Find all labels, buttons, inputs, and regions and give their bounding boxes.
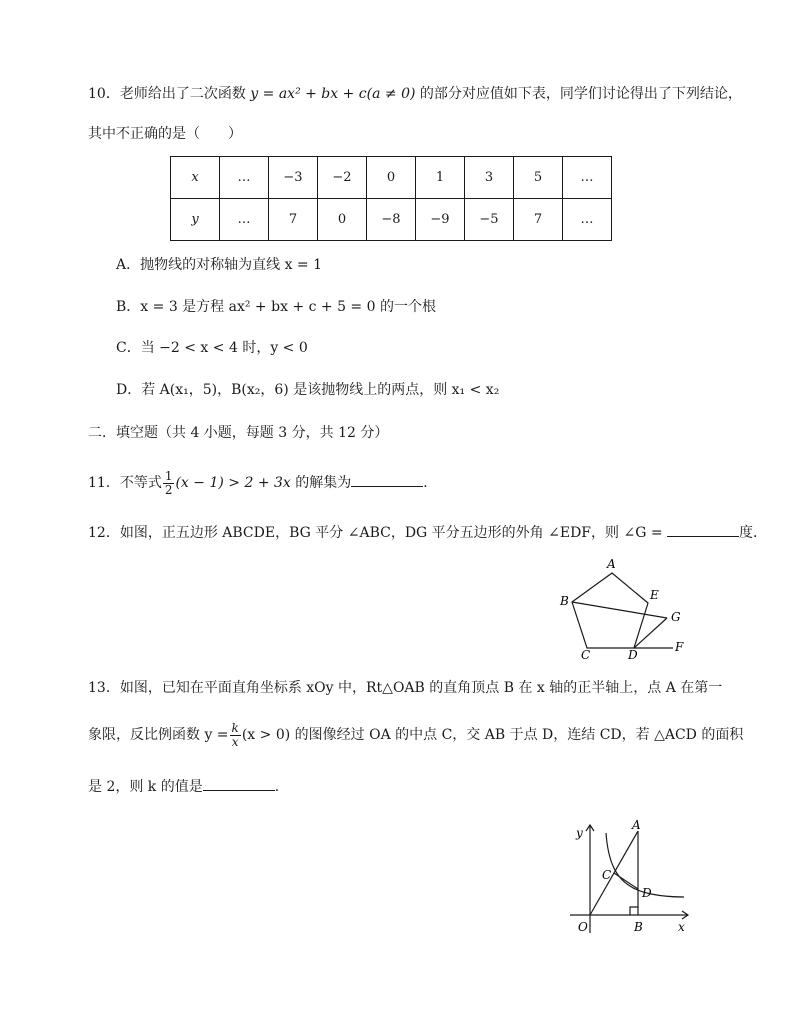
q11-suffix: 的解集为 [295, 475, 352, 491]
q10-number: 10． [88, 86, 120, 102]
option-label: C． [116, 340, 141, 356]
table-cell: … [563, 199, 612, 241]
table-cell: −5 [465, 199, 514, 241]
fraction-numerator: 1 [164, 468, 173, 483]
label-e: E [650, 588, 659, 602]
q13-end: ． [274, 779, 289, 795]
q13-number: 13． [88, 680, 120, 696]
table-cell: … [563, 157, 612, 199]
q10-option-d[interactable] [116, 380, 499, 400]
q13-coordinate-figure [560, 815, 700, 940]
table-cell: 0 [318, 199, 367, 241]
q11-end: ． [423, 475, 438, 491]
q10-option-b[interactable] [116, 297, 436, 317]
label-c: C [602, 868, 612, 882]
table-row [171, 157, 612, 199]
q11-expression: (x − 1) > 2 + 3x [175, 475, 291, 491]
table-cell: y [171, 199, 220, 241]
q13-line2-suffix: (x > 0) 的图像经过 OA 的中点 C，交 AB 于点 D，连结 CD，若 △ACD 的面积 [241, 727, 744, 743]
q11-number: 11． [88, 475, 120, 491]
table-cell: x [171, 157, 220, 199]
section-title: 二．填空题（共 4 小题，每题 3 分，共 12 分） [88, 425, 389, 441]
option-label: A． [116, 257, 141, 273]
q13-answer-blank[interactable] [203, 776, 275, 791]
table-cell: 3 [465, 157, 514, 199]
q10-stem-b: 的部分对应值如下表，同学们讨论得出了下列结论， [419, 86, 742, 102]
label-o: O [578, 920, 588, 934]
q10-stem-a: 老师给出了二次函数 [119, 86, 246, 102]
q12-pentagon-figure [555, 555, 695, 665]
q10-formula: y = ax² + bx + c(a ≠ 0) [250, 86, 416, 102]
table-cell: −2 [318, 157, 367, 199]
q11-answer-blank[interactable] [351, 472, 423, 487]
label-b: B [560, 594, 569, 608]
q13-text-line1: 如图，已知在平面直角坐标系 xOy 中，Rt△OAB 的直角顶点 B 在 x 轴的正半轴上，点 A 在第一 [119, 680, 723, 696]
fraction-denominator: 2 [164, 482, 173, 497]
label-a: A [632, 818, 641, 832]
option-label: B． [116, 299, 141, 315]
q12-stem [88, 522, 767, 543]
right-angle-mark [630, 907, 638, 915]
label-d: D [628, 648, 638, 662]
table-cell: … [220, 199, 269, 241]
q12-number: 12． [88, 525, 120, 541]
q10-value-table [170, 156, 612, 241]
label-b: B [634, 920, 643, 934]
option-text: x = 3 是方程 ax² + bx + c + 5 = 0 的一个根 [140, 299, 436, 315]
q13-line2-prefix: 象限，反比例函数 y = [88, 727, 229, 743]
table-cell: 5 [514, 157, 563, 199]
q13-line3 [88, 776, 289, 797]
q12-answer-blank[interactable] [667, 522, 739, 537]
table-cell: 7 [269, 199, 318, 241]
option-label: D． [116, 382, 142, 398]
q10-option-c[interactable] [116, 338, 308, 358]
label-d: D [642, 886, 652, 900]
label-f: F [675, 640, 684, 654]
fraction-numerator: k [231, 720, 239, 735]
q12-end: 度． [739, 525, 768, 541]
fraction-denominator: x [231, 734, 239, 749]
line-bg [572, 602, 667, 618]
option-text: 当 −2 < x < 4 时，y < 0 [140, 340, 308, 356]
table-row [171, 199, 612, 241]
q13-line1 [88, 678, 722, 698]
label-y: y [576, 826, 583, 840]
q10-stem-line2: 其中不正确的是（ ） [88, 126, 242, 142]
table-cell: 1 [416, 157, 465, 199]
label-c: C [581, 648, 591, 662]
q11-prefix: 不等式 [119, 475, 162, 491]
table-cell: … [220, 157, 269, 199]
q13-fraction [230, 722, 241, 749]
option-text: 抛物线的对称轴为直线 x = 1 [140, 257, 323, 273]
table-cell: 0 [367, 157, 416, 199]
table-cell: 7 [514, 199, 563, 241]
label-x: x [678, 920, 685, 934]
label-g: G [671, 610, 681, 624]
pentagon-abcde [572, 573, 648, 648]
q13-line2 [88, 720, 743, 750]
segment-cd [614, 873, 638, 889]
table-cell: −8 [367, 199, 416, 241]
q11-fraction [163, 470, 175, 497]
q10-stem [88, 84, 742, 104]
table-cell: −3 [269, 157, 318, 199]
q11-stem [88, 468, 437, 498]
table-cell: −9 [416, 199, 465, 241]
q12-text: 如图，正五边形 ABCDE，BG 平分 ∠ABC，DG 平分五边形的外角 ∠EDF，则 ∠G = [119, 525, 663, 541]
label-a: A [607, 557, 616, 571]
q13-line3-prefix: 是 2，则 k 的值是 [88, 779, 203, 795]
q10-option-a[interactable] [116, 255, 322, 275]
option-text: 若 A(x₁，5)，B(x₂，6) 是该抛物线上的两点，则 x₁ < x₂ [141, 382, 500, 398]
